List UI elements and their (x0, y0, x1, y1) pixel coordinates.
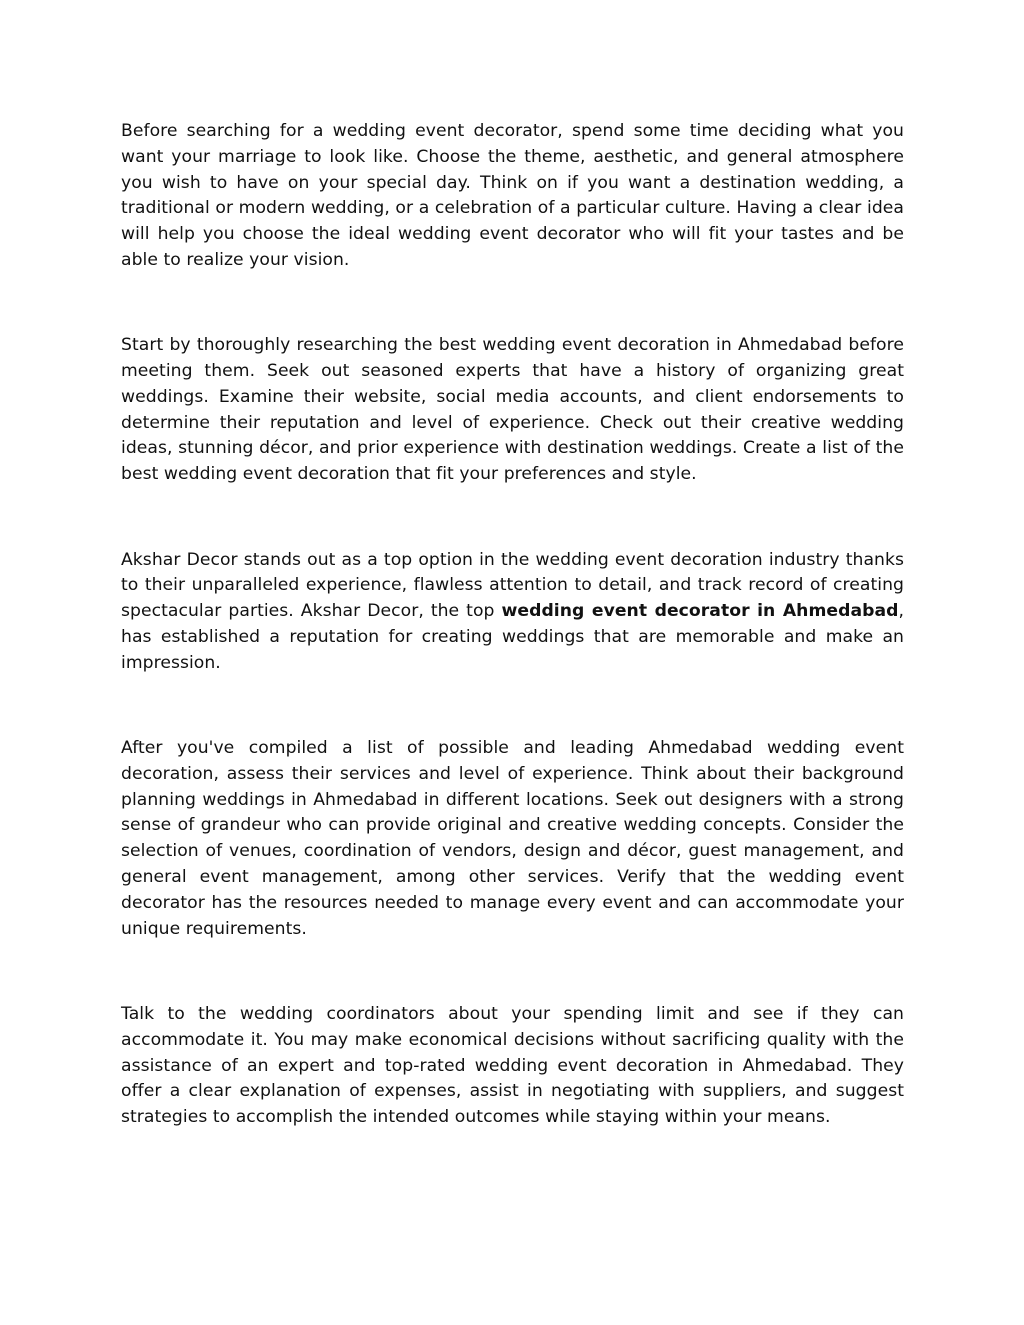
paragraph-budget: Talk to the wedding coordinators about your spending limit and see if they can accommodate it. You may make economical decisions without sacrificing quality with the assistance of an expert and top-rated wedding event decoration in Ahmedabad. They offer a clear explanation of expenses, assist in negotiating with suppliers, and suggest strategies to accomplish the intended outcomes while staying within your means. (121, 1003, 904, 1128)
paragraph-akshar-decor (121, 548, 904, 677)
paragraph-text-after-bold: , has established a reputation for creating weddings that are memorable and make an impression. (121, 601, 904, 673)
paragraph-assess-services: After you've compiled a list of possible and leading Ahmedabad wedding event decoration, assess their services and level of experience. Think about their background planning weddings in Ahmedabad in different locations. Seek out designers with a strong sense of grandeur who can provide original and creative wedding concepts. Consider the selection of venues, coordination of vendors, design and décor, guest management, and general event management, among other services. Verify that the wedding event decorator has the resources needed to manage every event and can accommodate your unique requirements. (121, 738, 904, 939)
paragraph-text-before-bold: Akshar Decor stands out as a top option in the wedding event decoration industry thanks to their unparalleled experience, flawless attention to detail, and track record of creating spectacular parties. Akshar Decor, the top (121, 549, 904, 622)
bold-keyword: wedding event decorator in Ahmedabad (501, 601, 899, 622)
paragraph-define-vision: Before searching for a wedding event decorator, spend some time deciding what you want your marriage to look like. Choose the theme, aesthetic, and general atmosphere you wish to have on your special day. Think on if you want a destination wedding, a traditional or modern wedding, or a celebration of a particular culture. Having a clear idea will help you choose the ideal wedding event decorator who will fit your tastes and be able to realize your vision. (121, 121, 904, 270)
paragraph-research-decorators: Start by thoroughly researching the best wedding event decoration in Ahmedabad before meeting them. Seek out seasoned experts that have a history of organizing great weddings. Examine their website, social media accounts, and client endorsements to determine their reputation and level of experience. Check out their creative wedding ideas, stunning décor, and prior experience with destination weddings. Create a list of the best wedding event decoration that fit your preferences and style. (121, 335, 904, 485)
document-page (121, 119, 904, 1190)
